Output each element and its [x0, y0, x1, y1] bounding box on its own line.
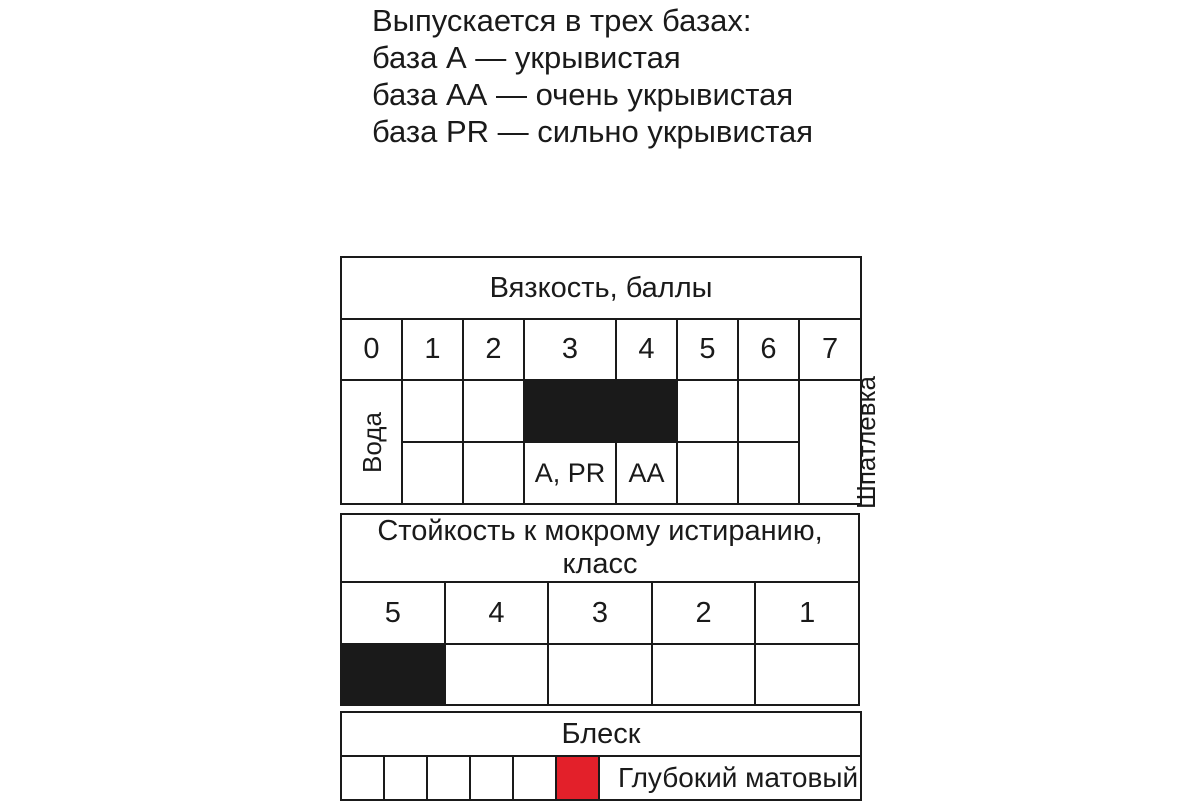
intro-line-base-a: база А — укрывистая — [372, 40, 681, 75]
viscosity-highlight-block — [524, 380, 677, 442]
gloss-scale-cell — [470, 756, 513, 800]
viscosity-putty-cell — [799, 376, 881, 509]
viscosity-scale-6: 6 — [738, 319, 799, 380]
gloss-title: Блеск — [341, 712, 861, 756]
viscosity-water-label: Вода — [356, 412, 387, 473]
viscosity-scale-0: 0 — [341, 319, 402, 380]
viscosity-empty-cell — [738, 380, 799, 442]
viscosity-putty-label: Шпатлевка — [850, 376, 881, 509]
abrasion-empty-cell — [755, 644, 859, 705]
viscosity-scale-2: 2 — [463, 319, 524, 380]
gloss-selected-cell — [556, 756, 599, 800]
viscosity-empty-cell — [677, 380, 738, 442]
viscosity-water-cell — [341, 380, 402, 504]
intro-line-base-aa: база АА — очень укрывистая — [372, 77, 794, 112]
abrasion-empty-cell — [445, 644, 549, 705]
abrasion-class-3: 3 — [548, 582, 652, 644]
abrasion-title: Стойкость к мокрому истиранию, класс — [341, 514, 859, 582]
viscosity-scale-1: 1 — [402, 319, 463, 380]
abrasion-class-5: 5 — [341, 582, 445, 644]
gloss-value-label: Глубокий матовый — [599, 756, 861, 800]
viscosity-empty-cell — [402, 442, 463, 504]
gloss-scale-cell — [341, 756, 384, 800]
intro-line-base-pr: база PR — сильно укрывистая — [372, 114, 814, 149]
viscosity-scale-4: 4 — [616, 319, 677, 380]
abrasion-selected-cell — [341, 644, 445, 705]
viscosity-empty-cell — [738, 442, 799, 504]
viscosity-scale-3: 3 — [524, 319, 616, 380]
abrasion-class-4: 4 — [445, 582, 549, 644]
gloss-scale-cell — [384, 756, 427, 800]
viscosity-scale-5: 5 — [677, 319, 738, 380]
abrasion-empty-cell — [652, 644, 756, 705]
viscosity-title: Вязкость, баллы — [341, 257, 861, 319]
viscosity-table — [340, 256, 881, 509]
abrasion-empty-cell — [548, 644, 652, 705]
viscosity-scale-7: 7 — [799, 319, 861, 380]
viscosity-label-a-pr: А, PR — [524, 442, 616, 504]
abrasion-class-1: 1 — [755, 582, 859, 644]
viscosity-empty-cell — [402, 380, 463, 442]
viscosity-empty-cell — [463, 442, 524, 504]
abrasion-class-2: 2 — [652, 582, 756, 644]
gloss-table — [340, 711, 862, 801]
viscosity-label-aa: АА — [616, 442, 677, 504]
abrasion-table — [340, 513, 860, 706]
viscosity-empty-cell — [463, 380, 524, 442]
intro-line-bases: Выпускается в трех базах: — [372, 3, 752, 38]
intro-text — [372, 2, 813, 150]
gloss-scale-cell — [513, 756, 556, 800]
gloss-scale-cell — [427, 756, 470, 800]
viscosity-empty-cell — [677, 442, 738, 504]
